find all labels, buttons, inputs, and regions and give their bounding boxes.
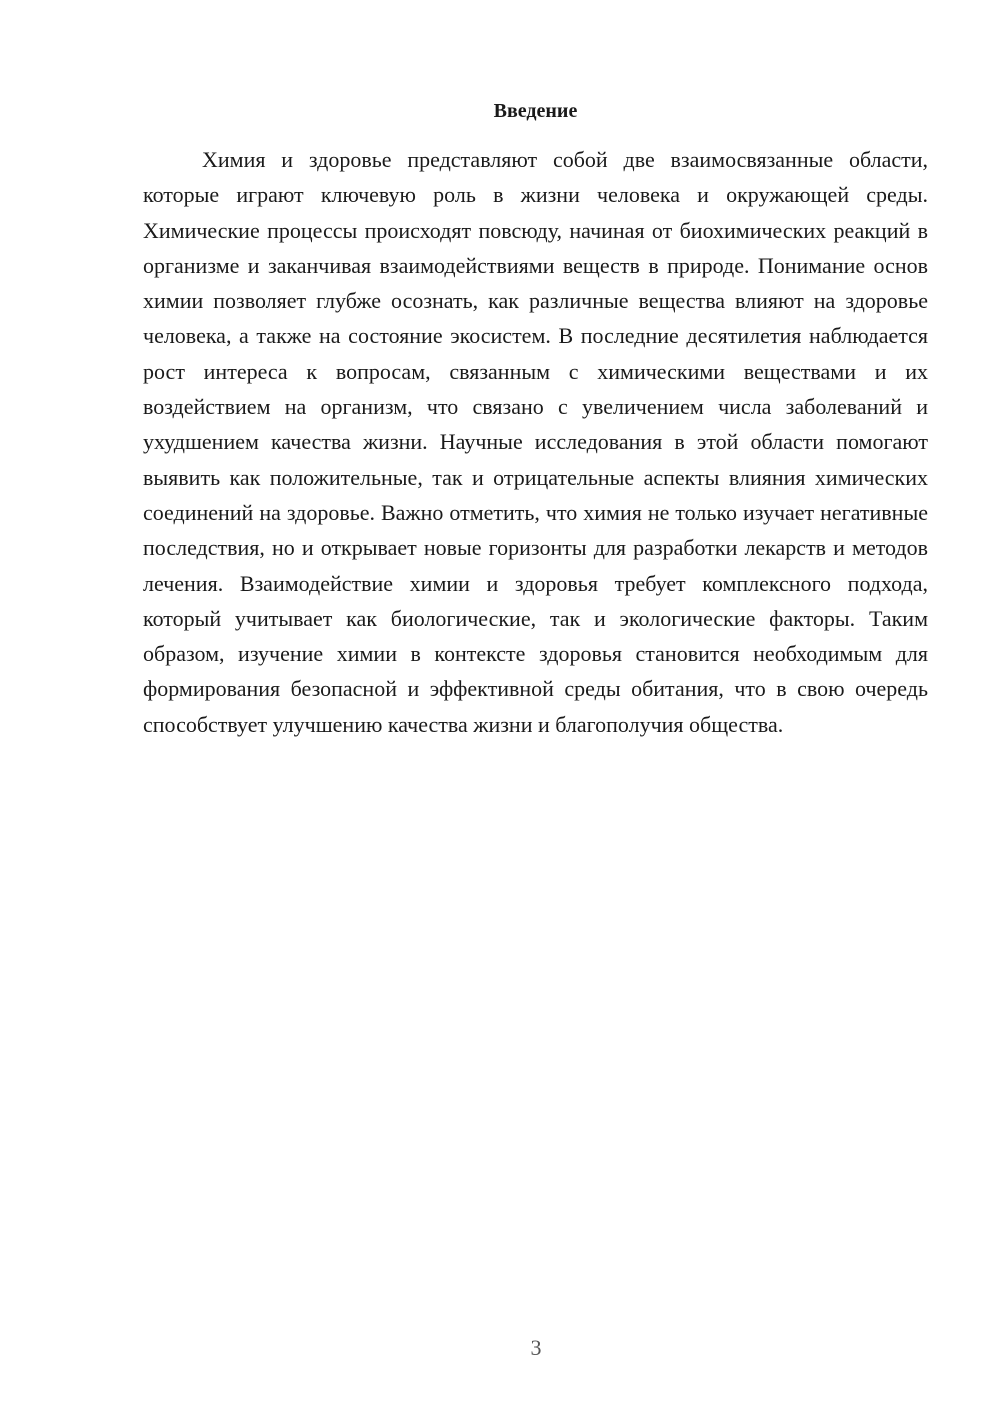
body-paragraph: Химия и здоровье представляют собой две взаимосвязанные области, которые играют ключевую роль в жизни человека и окружающей среды. Химические процессы происходят повсюду, начиная от биохимических реакций в организме и заканчивая взаимодействиями веществ в природе. Понимание основ химии позволяет глубже осознать, как различные вещества влияют на здоровье человека, а также на состояние экосистем. В последние десятилетия наблюдается рост интереса к вопросам, связанным с химическими веществами и их воздействием на организм, что связано с увеличением числа заболеваний и ухудшением качества жизни. Научные исследования в этой области помогают выявить как положительные, так и отрицательные аспекты влияния химических соединений на здоровье. Важно отметить, что химия не только изучает негативные последствия, но и открывает новые горизонты для разработки лекарств и методов лечения. Взаимодействие химии и здоровья требует комплексного подхода, который учитывает как биологические, так и экологические факторы. Таким образом, изучение химии в контексте здоровья становится необходимым для формирования безопасной и эффективной среды обитания, что в свою очередь способствует улучшению качества жизни и благополучия общества. [143,147,928,737]
page-number: 3 [530,1335,542,1360]
section-heading: Введение [493,100,578,122]
